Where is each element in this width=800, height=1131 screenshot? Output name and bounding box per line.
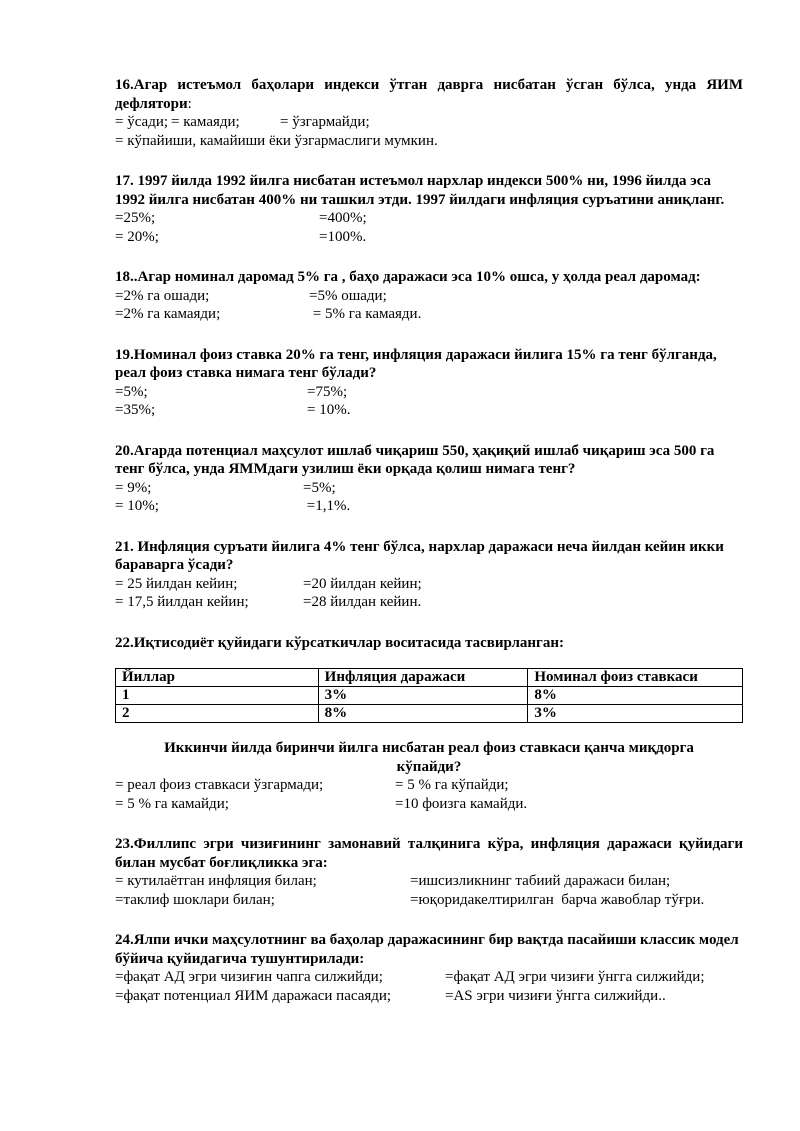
question-16-stem: 16.Агар истеъмол баҳолари индекси ўтган даврга нисбатан ўсган бўлса, унда ЯИМ дефлятори	[115, 77, 743, 112]
option: = 25 йилдан кейин;	[115, 575, 238, 592]
option: = 5 % га кўпайди;	[395, 777, 509, 793]
table-cell: 3%	[318, 687, 528, 705]
option: =5%;	[303, 479, 336, 496]
option: = кўпайиши, камайиши ёки ўзгармаслиги мумкин.	[115, 132, 438, 149]
table-cell: 2	[116, 705, 319, 723]
option: =10 фоизга камайди.	[395, 795, 528, 812]
option: = 20%;	[115, 228, 159, 245]
option: =АS эгри чизиғи ўнгга силжийди..	[445, 987, 666, 1004]
table-cell: 3%	[528, 705, 743, 723]
option: =фақат АД эгри чизиғи ўнгга силжийди;	[445, 969, 705, 985]
option: = 5% га камаяди.	[309, 306, 422, 322]
question-20-text: 20.Агарда потенциал маҳсулот ишлаб чиқариш 550, ҳақиқий ишлаб чиқариш эса 500 га тенг бўлса, унда ЯММдаги узилиш ёки орқада қолиш нимага тенг?	[115, 442, 715, 477]
option: = 5 % га камайди;	[115, 795, 229, 812]
question-18	[115, 268, 743, 324]
option: =5%;	[115, 383, 148, 400]
option: = 9%;	[115, 479, 152, 496]
question-19	[115, 346, 743, 420]
option: = камаяди;	[171, 114, 240, 130]
option: =фақат АД эгри чизиғин чапга силжийди;	[115, 969, 383, 985]
option: =75%;	[307, 383, 348, 400]
option: = 17,5 йилдан кейин;	[115, 594, 249, 610]
table-row	[116, 687, 743, 705]
question-20	[115, 442, 743, 516]
option: = реал фоиз ставкаси ўзгармади;	[115, 777, 324, 793]
question-16-colon: :	[187, 95, 192, 112]
question-22-text: 22.Иқтисодиёт қуйидаги кўрсаткичлар воситасида тасвирланган:	[115, 634, 564, 651]
question-23-text: 23.Филлипс эгри чизиғининг замонавий талқинига кўра, инфляция даражаси қуйидаги билан мусбат боғлиқликка эга:	[115, 836, 743, 871]
option: =100%.	[319, 228, 367, 245]
question-18-options	[115, 287, 743, 324]
question-21-options	[115, 575, 743, 612]
table-cell: 8%	[528, 687, 743, 705]
option: =5% ошади;	[309, 287, 387, 304]
question-17-options	[115, 209, 743, 246]
option: =ишсизликнинг табиий даражаси билан;	[410, 873, 671, 889]
question-17-text: 17. 1997 йилда 1992 йилга нисбатан истеъмол нархлар индекси 500% ни, 1996 йилда эса 1992 йилга нисбатан 400% ни ташкил этди. 1997 йилдаги инфляция суръатини аниқланг.	[115, 173, 725, 208]
question-22-options	[115, 776, 743, 813]
question-21	[115, 538, 743, 612]
table-header-cell: Номинал фоиз ставкаси	[528, 669, 743, 687]
option: = ўсади;	[115, 114, 169, 130]
option: =1,1%.	[303, 498, 351, 514]
table-cell: 1	[116, 687, 319, 705]
question-24-options	[115, 968, 743, 1005]
table-cell: 8%	[318, 705, 528, 723]
question-22-subquestion: Иккинчи йилда биринчи йилга нисбатан реал фоиз ставкаси қанча миқдорга кўпайди?	[164, 740, 694, 775]
question-21-text: 21. Инфляция суръати йилига 4% тенг бўлса, нархлар даражаси неча йилдан кейин икки бараварга ўсади?	[115, 538, 724, 573]
table-header-row	[116, 669, 743, 687]
question-16-text	[115, 76, 743, 113]
question-23-options	[115, 872, 743, 909]
option: =20 йилдан кейин;	[303, 575, 422, 592]
table-header-cell: Инфляция даражаси	[318, 669, 528, 687]
option: = 10%.	[307, 402, 351, 418]
question-16	[115, 76, 743, 150]
document-page	[115, 76, 743, 1027]
question-23	[115, 835, 743, 909]
table-header-cell: Йиллар	[116, 669, 319, 687]
question-24	[115, 931, 743, 1005]
indicators-table	[115, 668, 743, 723]
option: =400%;	[319, 210, 367, 226]
option: =таклиф шоклари билан;	[115, 891, 275, 908]
option: =28 йилдан кейин.	[303, 594, 422, 610]
question-19-text: 19.Номинал фоиз ставка 20% га тенг, инфляция даражаси йилига 15% га тенг бўлганда, реал фоиз ставка нимага тенг бўлади?	[115, 346, 717, 381]
question-24-text: 24.Ялпи ички маҳсулотнинг ва баҳолар даражасининг бир вақтда пасайиши классик модел бўйича қуйидагича тушунтирилади:	[115, 932, 739, 967]
question-20-options	[115, 479, 743, 516]
option: =фақат потенциал ЯИМ даражаси пасаяди;	[115, 987, 392, 1004]
question-17	[115, 172, 743, 246]
option: = кутилаётган инфляция билан;	[115, 873, 317, 889]
option: =25%;	[115, 210, 156, 226]
table-row	[116, 705, 743, 723]
option: =юқоридакелтирилган барча жавоблар тўғри.	[410, 891, 705, 908]
option: =35%;	[115, 402, 156, 418]
question-16-options	[115, 113, 743, 150]
option: =2% га камаяди;	[115, 306, 221, 322]
question-18-text: 18..Агар номинал даромад 5% га , баҳо даражаси эса 10% ошса, у ҳолда реал даромад:	[115, 269, 701, 285]
question-19-options	[115, 383, 743, 420]
question-22	[115, 634, 743, 814]
option: = ўзгармайди;	[280, 114, 370, 130]
option: = 10%;	[115, 498, 159, 514]
option: =2% га ошади;	[115, 287, 210, 304]
